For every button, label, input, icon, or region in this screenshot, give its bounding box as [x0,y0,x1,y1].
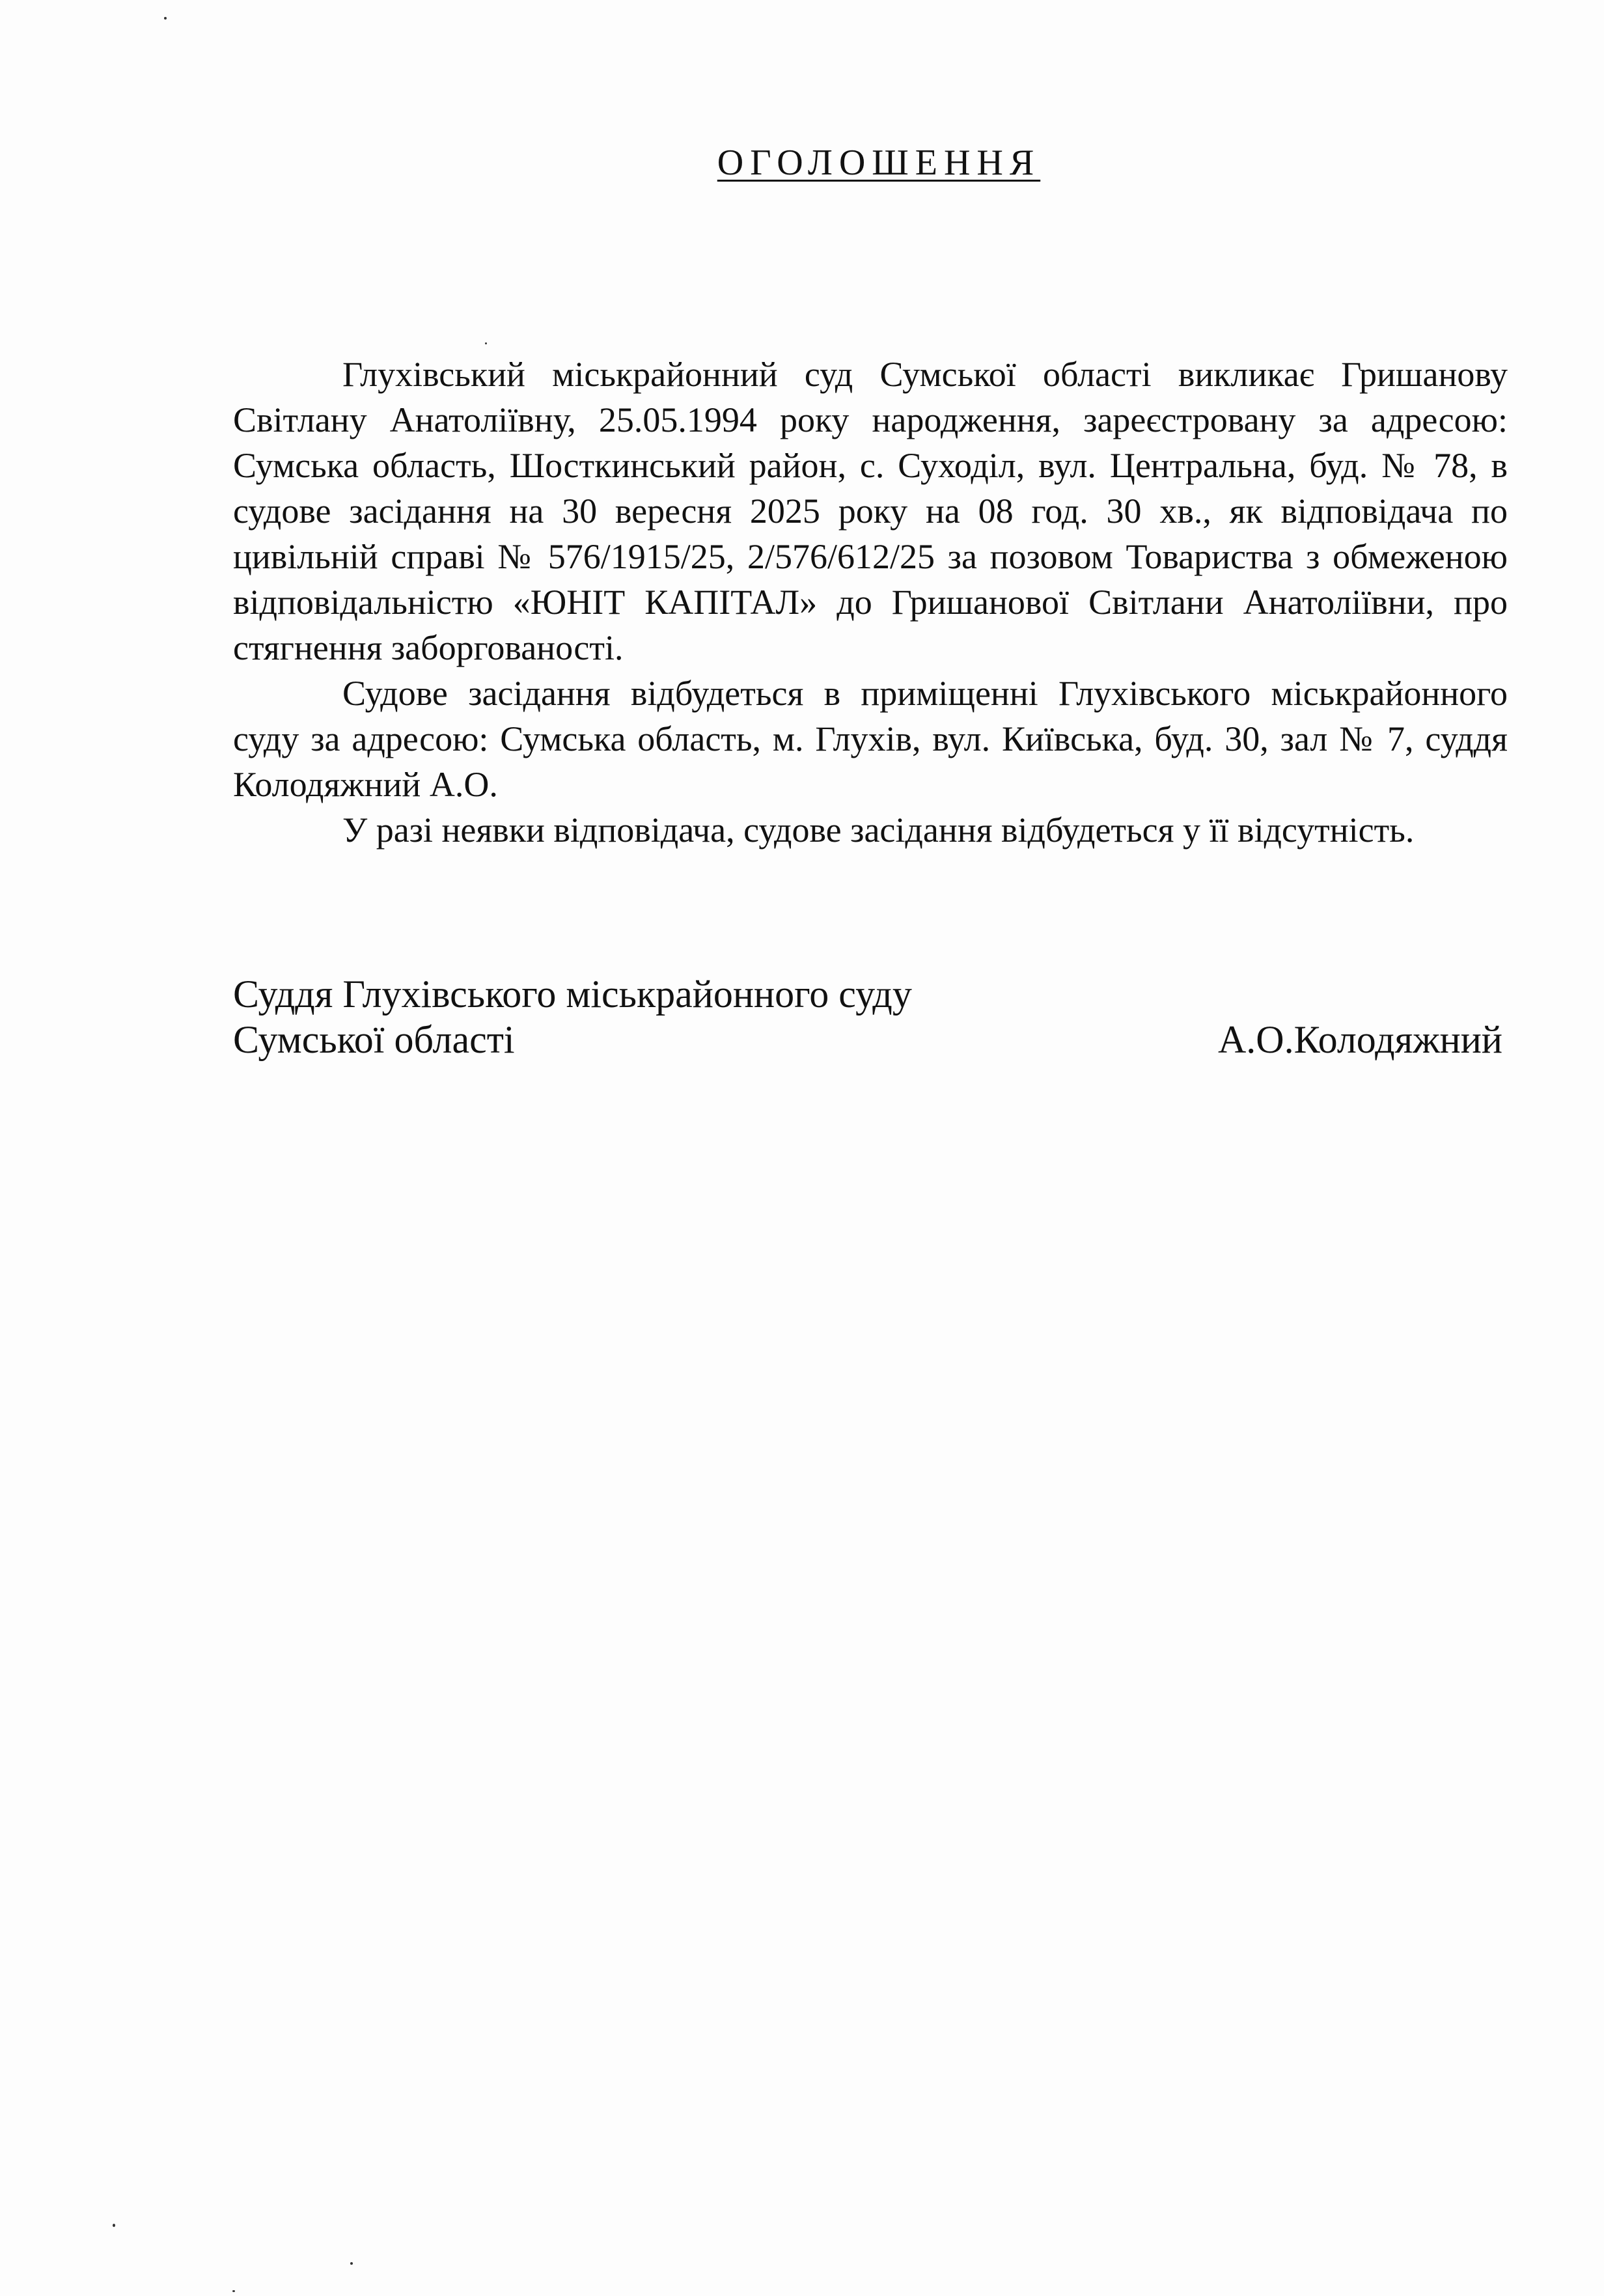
paragraph-hearing-location: Судове засідання відбудеться в приміщенні Глухівського міськрайонного суду за адресою: Сумська область, м. Глухів, вул. Київська, буд. 30, зал № 7, суддя Колодяжний А.О. [233,674,1508,804]
signature-position-line1: Суддя Глухівського міськрайонного суду [233,973,912,1016]
document-title: ОГОЛОШЕННЯ [717,143,1041,183]
scan-speck [350,2262,353,2265]
paragraph-summons: Глухівський міськрайонний суд Сумської області викликає Гришанову Світлану Анатоліївну, 25.05.1994 року народження, зареєстровану за адресою: Сумська область, Шосткинський район, с. Суходіл, вул. Центральна, буд. № 78, в судове засідання на 30 вересня 2025 року на 08 год. 30 хв., як відповідача по цивільній справі № 576/1915/25, 2/576/612/25 за позовом Товариства з обмеженою відповідальністю «ЮНІТ КАПІТАЛ» до Гришанової Світлани Анатоліївни, про стягнення заборгованості. [233,355,1508,667]
scan-speck [485,342,487,344]
signature-block [233,971,1502,1062]
scan-speck [232,2290,235,2292]
paragraph-absence-notice: У разі неявки відповідача, судове засідання відбудеться у її відсутність. [342,810,1415,850]
signature-row [233,1017,1502,1062]
document-body [233,352,1508,853]
signature-name: А.О.Колодяжний [1217,1018,1502,1061]
signature-position-line2: Сумської області [233,1018,515,1061]
scan-speck [113,2224,115,2227]
scan-speck [164,17,167,20]
